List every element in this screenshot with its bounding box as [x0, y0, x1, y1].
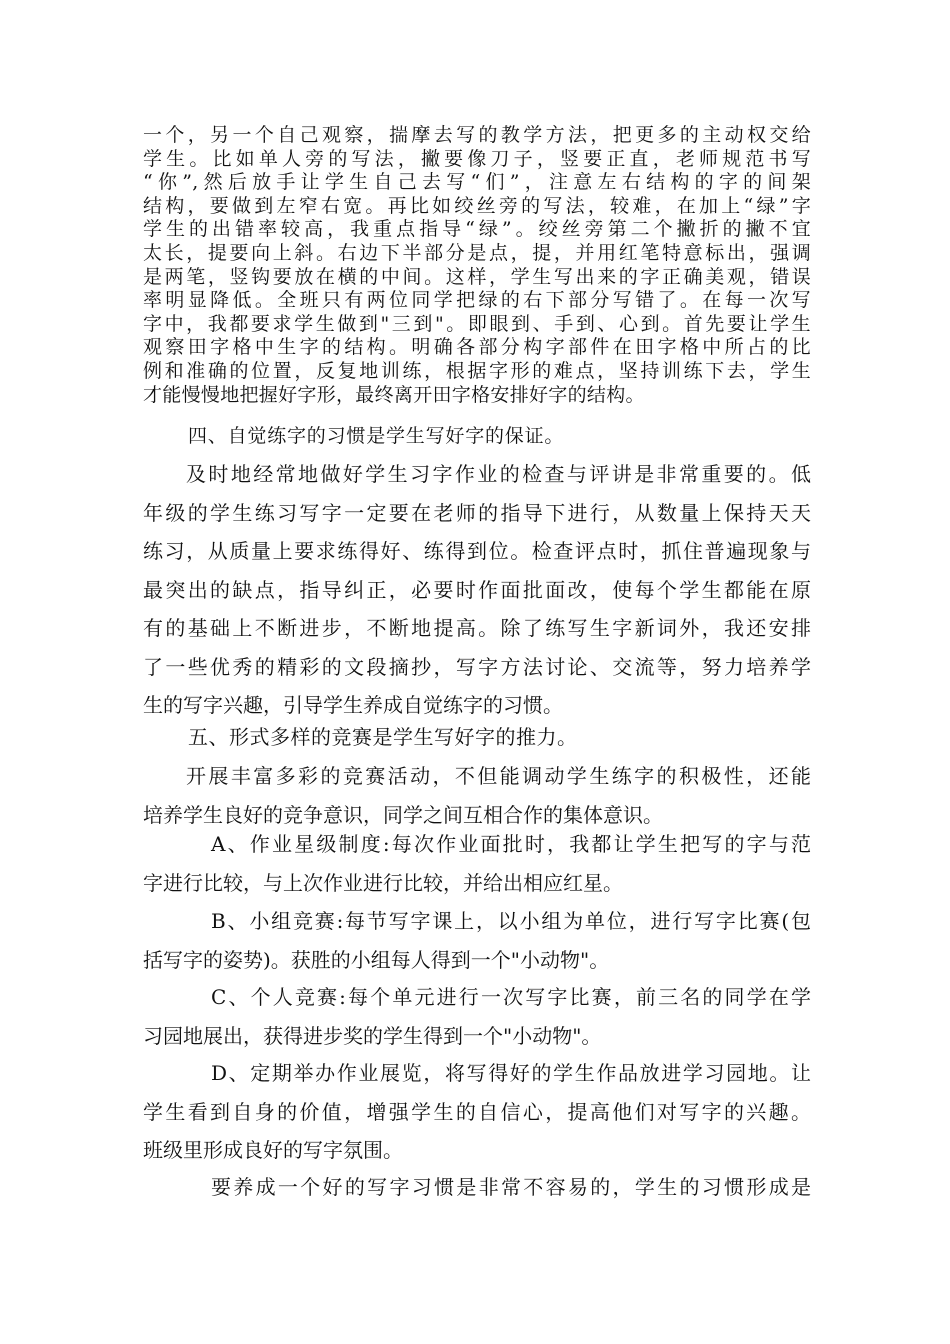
text-line: 观察田字格中生字的结构。明确各部分构字部件在田字格中所占的比: [143, 336, 811, 359]
text-line: 学生的出错率较高，我重点指导“绿”。绞丝旁第二个撇折的撇不宜: [143, 218, 811, 241]
text-line: 字进行比较，与上次作业进行比较，并给出相应红星。: [143, 870, 623, 895]
section-heading-four: 四、自觉练字的习惯是学生写好字的保证。: [188, 425, 565, 447]
text-line: C、个人竞赛:每个单元进行一次写字比赛，前三名的同学在学: [211, 985, 811, 1009]
text-line: 学生看到自身的价值，增强学生的自信心，提高他们对写字的兴趣。: [143, 1099, 811, 1124]
text-line: 了一些优秀的精彩的文段摘抄，写字方法讨论、交流等，努力培养学: [143, 654, 811, 679]
text-line: 是两笔，竖钩要放在横的中间。这样，学生写出来的字正确美观，错误: [143, 265, 811, 288]
text-line: 括写字的姿势)。获胜的小组每人得到一个"小动物"。: [143, 947, 610, 972]
item-b: [143, 902, 811, 979]
item-d: [143, 1054, 811, 1170]
text-line: 才能慢慢地把握好字形，最终离开田字格安排好字的结构。: [143, 383, 645, 406]
paragraph-method: [143, 124, 811, 407]
text-line: 一个，另一个自己观察，揣摩去写的教学方法，把更多的主动权交给: [143, 124, 811, 146]
text-line: 班级里形成良好的写字氛围。: [143, 1138, 403, 1162]
text-line: A、作业星级制度:每次作业面批时，我都让学生把写的字与范: [211, 832, 811, 856]
text-line: 练习，从质量上要求练得好、练得到位。检查评点时，抓住普遍现象与: [143, 539, 811, 563]
text-line: 最突出的缺点，指导纠正，必要时作面批面改，使每个学生都能在原: [143, 577, 811, 602]
text-line: 习园地展出，获得进步奖的学生得到一个"小动物"。: [143, 1023, 602, 1048]
text-line: 年级的学生练习写字一定要在老师的指导下进行，从数量上保持天天: [143, 500, 811, 525]
paragraph-closing: [143, 1168, 811, 1207]
text-line: 培养学生良好的竞争意识，同学之间互相合作的集体意识。: [143, 802, 663, 827]
item-c: [143, 978, 811, 1055]
text-line: 学生。比如单人旁的写法，撇要像刀子，竖要正直，老师规范书写: [143, 147, 811, 170]
text-line: “你”,然后放手让学生自己去写“们”，注意左右结构的字的间架: [143, 171, 811, 194]
text-line: B、小组竞赛:每节写字课上，以小组为单位，进行写字比赛(包: [211, 909, 811, 933]
text-line: D、定期举办作业展览，将写得好的学生作品放进学习园地。让: [211, 1061, 811, 1085]
text-line: 开展丰富多彩的竞赛活动，不但能调动学生练字的积极性，还能: [186, 764, 811, 788]
paragraph-checking: [143, 455, 811, 725]
paragraph-competition: [143, 757, 811, 834]
text-line: 要养成一个好的写字习惯是非常不容易的，学生的习惯形成是: [211, 1175, 811, 1199]
text-line: 结构，要做到左窄右宽。再比如绞丝旁的写法，较难，在加上“绿”字: [143, 194, 811, 217]
text-line: 字中，我都要求学生做到"三到"。即眼到、手到、心到。首先要让学生: [143, 312, 811, 335]
text-line: 率明显降低。全班只有两位同学把绿的右下部分写错了。在每一次写: [143, 289, 811, 312]
item-a: [143, 825, 811, 902]
section-heading-five: 五、形式多样的竞赛是学生写好字的推力。: [188, 725, 578, 749]
text-line: 太长，提要向上斜。右边下半部分是点，提，并用红笔特意标出，强调: [143, 241, 811, 264]
text-line: 生的写字兴趣，引导学生养成自觉练字的习惯。: [143, 693, 563, 717]
text-line: 及时地经常地做好学生习字作业的检查与评讲是非常重要的。低: [186, 462, 811, 486]
text-line: 例和准确的位置，反复地训练，根据字形的难点，坚持训练下去，学生: [143, 359, 811, 382]
text-line: 有的基础上不断进步，不断地提高。除了练写生字新词外，我还安排: [143, 616, 811, 640]
